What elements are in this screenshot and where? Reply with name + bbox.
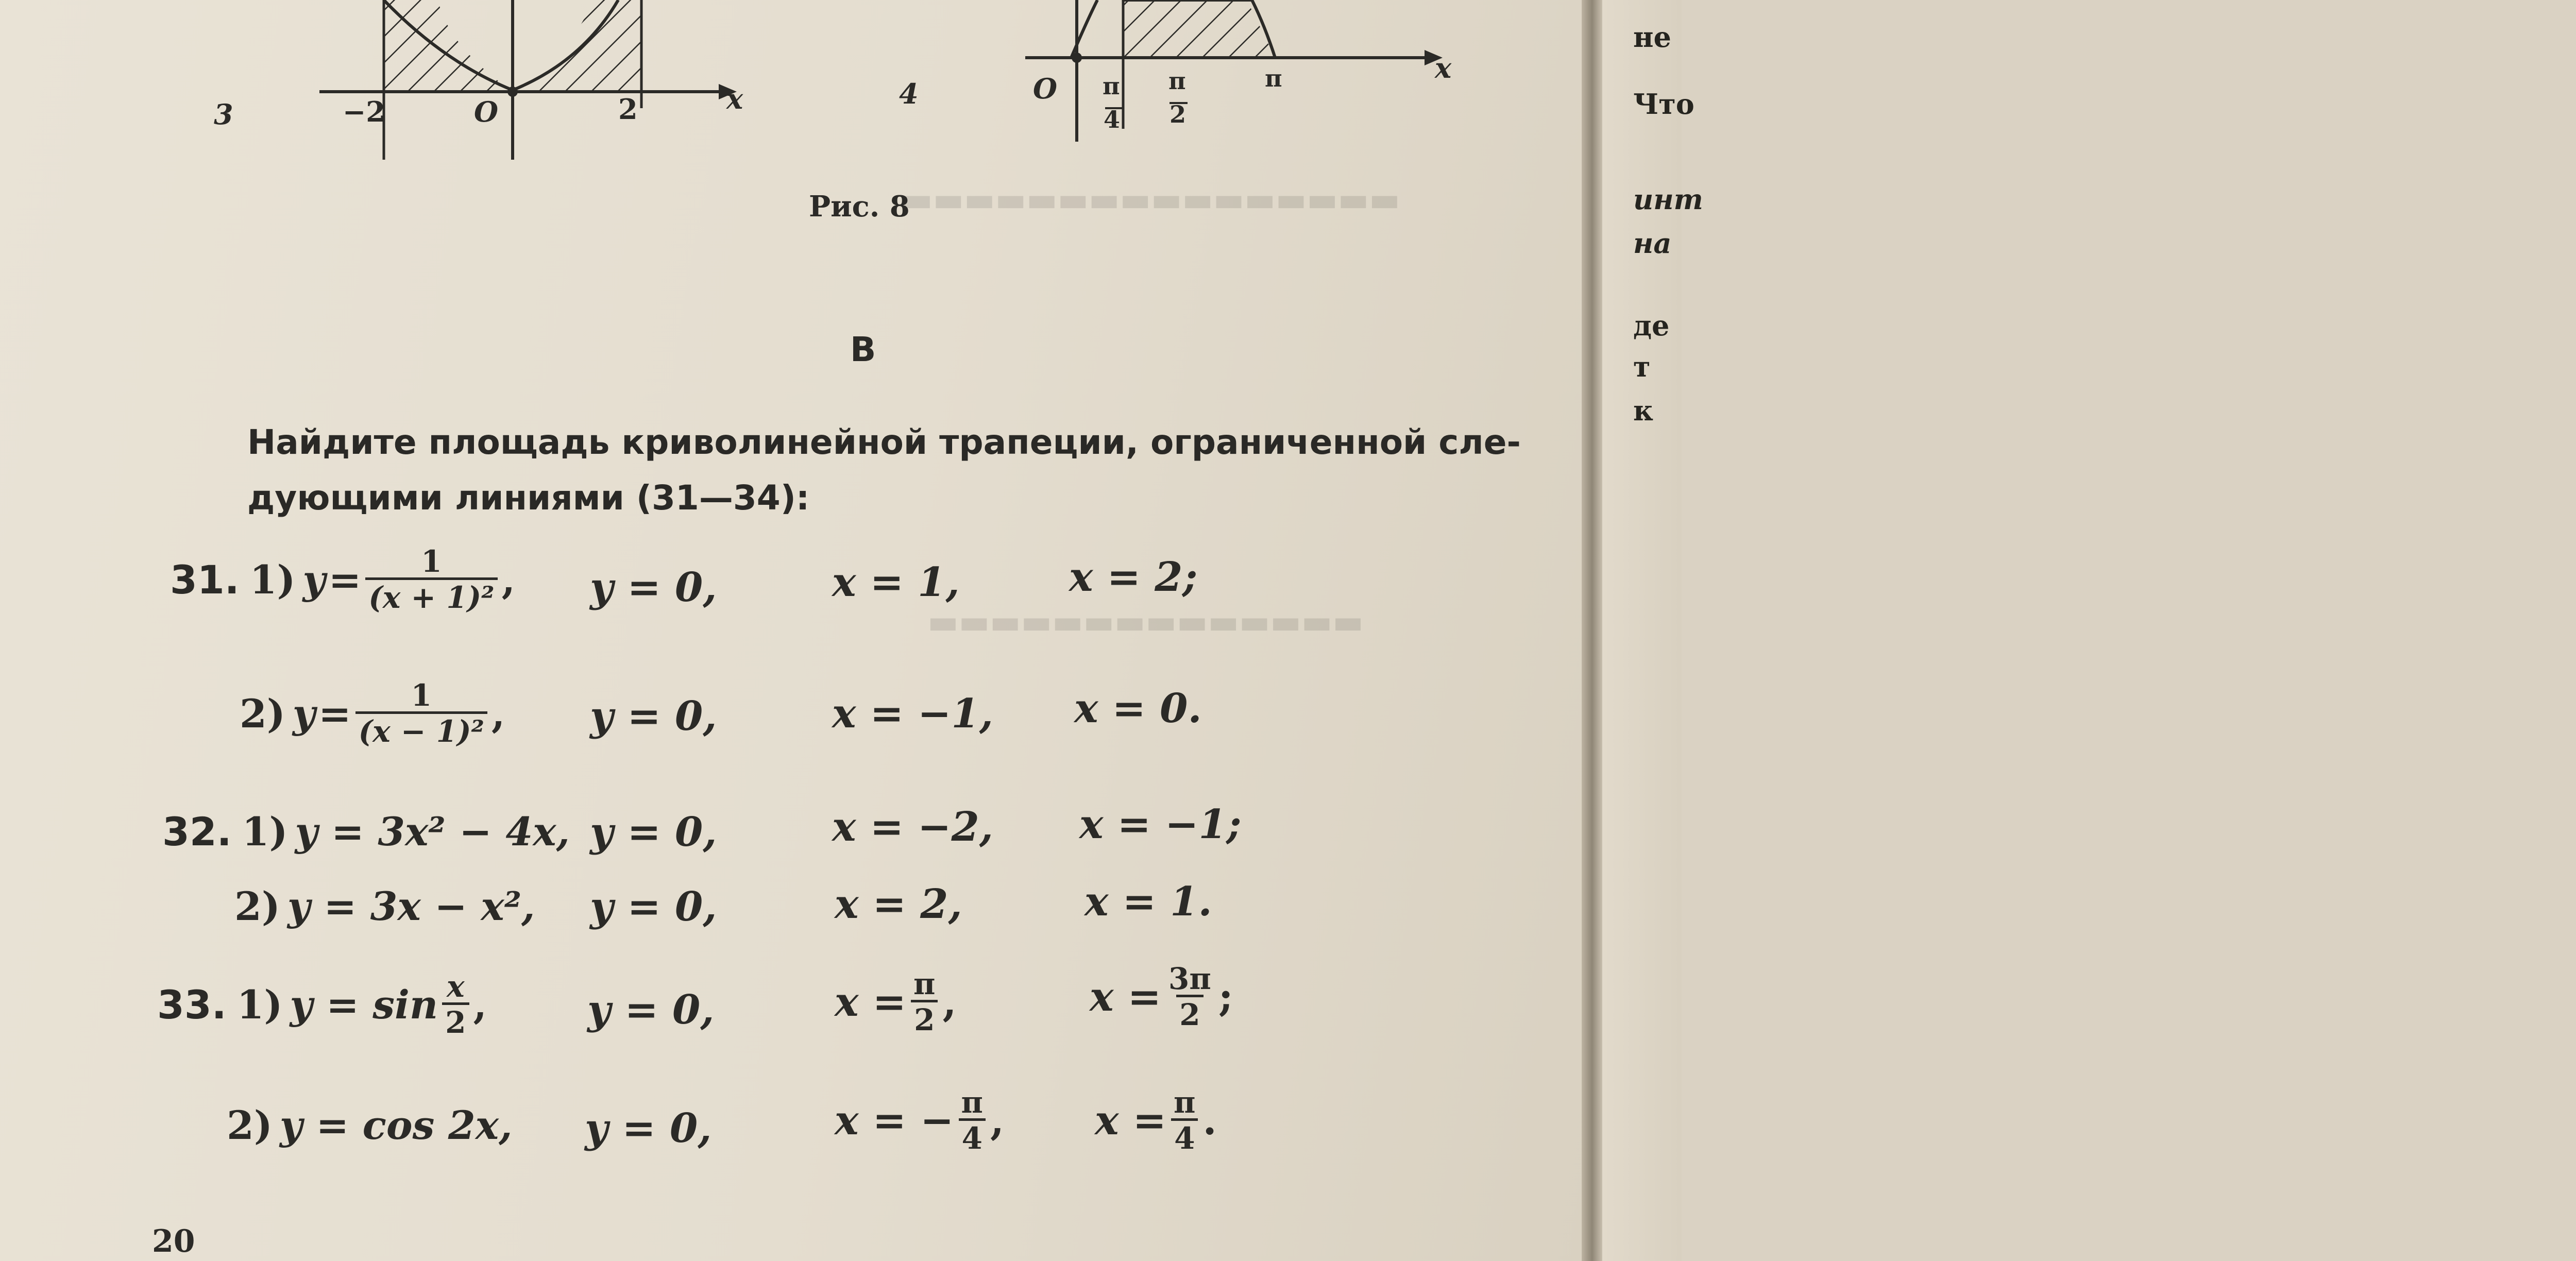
comma: , — [491, 690, 505, 737]
fraction — [442, 971, 469, 1038]
denominator: 2 — [442, 1002, 469, 1038]
function-formula: y = cos 2x, — [279, 1102, 513, 1148]
equals-sign: = — [318, 690, 351, 737]
numerator: 3π — [1168, 961, 1211, 996]
axis-tick-label: −2 — [343, 95, 385, 128]
denominator: 4 — [959, 1118, 986, 1154]
exercise-number: 31. — [170, 556, 240, 603]
bound-y: y = 0, — [590, 809, 717, 856]
axis-tick-label: π — [1103, 72, 1120, 100]
fraction — [910, 968, 938, 1036]
exercise-31-part-2 — [240, 680, 505, 747]
right-page-fragment: де — [1633, 309, 1670, 342]
part-label: 2) — [234, 883, 280, 929]
bound-y: y = 0, — [587, 986, 715, 1033]
right-page-fragment: т — [1633, 350, 1651, 383]
bound-x-left — [835, 1087, 1004, 1154]
part-label: 1) — [236, 981, 283, 1028]
right-page-fragment: к — [1633, 394, 1653, 427]
figure-caption: Рис. 8 — [809, 190, 910, 224]
bound-x-left: x = 1, — [832, 559, 960, 606]
figure-4-graph — [1025, 0, 1443, 142]
bound-x-left: x = 2, — [835, 881, 962, 928]
numerator: π — [1174, 1085, 1196, 1120]
exercise-number: 32. — [162, 809, 232, 855]
axis-x-label: x — [726, 82, 743, 115]
figure-3-graph — [319, 0, 737, 160]
page-number: 20 — [152, 1223, 195, 1259]
function-formula: y = 3x − x², — [287, 883, 535, 929]
comma: , — [473, 981, 487, 1028]
denominator: 4 — [1171, 1118, 1198, 1154]
exercise-33-part-2 — [227, 1102, 512, 1148]
exercise-32-part-1 — [162, 809, 570, 855]
denominator: 2 — [911, 1000, 938, 1036]
fraction — [1165, 963, 1214, 1031]
fraction — [958, 1087, 986, 1154]
comma: , — [501, 556, 516, 603]
bound-y: y = 0, — [590, 564, 717, 611]
denominator: 2 — [1176, 995, 1203, 1031]
exercise-31-part-1 — [170, 546, 515, 614]
figure-3-label: 3 — [214, 98, 233, 131]
part-label: 2) — [240, 690, 285, 737]
section-heading: B — [850, 330, 876, 369]
semicolon: ; — [1218, 973, 1233, 1020]
comma: , — [990, 1097, 1005, 1144]
right-page-fragment: Что — [1633, 88, 1694, 121]
bound-x-right: x = −1; — [1079, 801, 1242, 848]
numerator: x — [447, 969, 465, 1004]
figure-4-label: 4 — [899, 77, 919, 110]
denominator: (x − 1)² — [355, 711, 487, 747]
function-var: y — [302, 556, 326, 603]
period: . — [1202, 1097, 1217, 1144]
part-label: 1) — [242, 809, 288, 855]
bound-y: y = 0, — [590, 693, 717, 740]
numerator: 1 — [421, 544, 442, 579]
denominator: (x + 1)² — [365, 577, 497, 614]
fraction — [1171, 1087, 1198, 1154]
axis-tick-label: π — [1265, 64, 1282, 92]
bound-x-left — [835, 968, 957, 1036]
bound-prefix: x = − — [835, 1097, 954, 1144]
right-page-fragment: не — [1633, 21, 1671, 54]
bound-y: y = 0, — [585, 1105, 712, 1152]
axis-tick-label: π — [1168, 67, 1186, 95]
axis-tick-label: 2 — [1170, 100, 1187, 128]
function-var: y — [292, 690, 316, 737]
bleed-through-text: ▬▬▬▬▬▬▬▬▬▬▬▬▬▬▬▬ — [902, 180, 1400, 219]
bound-x-left: x = −2, — [832, 804, 993, 850]
exercise-33-part-1 — [157, 971, 487, 1038]
exercise-number: 33. — [157, 981, 227, 1028]
task-instruction: Найдите площадь криволинейной трапеции, ограниченной сле- дующими линиями (31—34): — [247, 422, 1521, 518]
bound-x-right: x = 1. — [1084, 878, 1212, 925]
bound-y: y = 0, — [590, 883, 717, 930]
bound-prefix: x = — [1090, 973, 1162, 1020]
bound-prefix: x = — [1095, 1097, 1167, 1144]
origin-label: O — [474, 95, 499, 128]
numerator: 1 — [411, 678, 432, 713]
bound-x-left: x = −1, — [832, 690, 993, 737]
bound-prefix: x = — [835, 978, 907, 1026]
axis-tick-label: 4 — [1104, 106, 1121, 133]
bound-x-right: x = 2; — [1069, 554, 1198, 601]
fraction — [355, 680, 487, 747]
part-label: 1) — [249, 556, 296, 603]
numerator: π — [961, 1085, 983, 1120]
bound-x-right: x = 0. — [1074, 685, 1202, 732]
bound-x-right — [1090, 963, 1233, 1031]
origin-label: O — [1033, 72, 1058, 105]
function-formula: y = sin — [290, 981, 438, 1028]
axis-x-label: x — [1435, 52, 1452, 84]
part-label: 2) — [227, 1102, 273, 1148]
comma: , — [942, 978, 957, 1026]
bleed-through-text: ▬▬▬▬▬▬▬▬▬▬▬▬▬▬ — [927, 603, 1364, 641]
axis-tick-label: 2 — [618, 93, 638, 126]
numerator: π — [913, 966, 936, 1001]
exercise-32-part-2 — [234, 883, 535, 929]
fraction — [365, 546, 497, 614]
bound-x-right — [1095, 1087, 1217, 1154]
right-page-fragment: на — [1633, 227, 1672, 260]
equals-sign: = — [328, 556, 362, 603]
right-page-fragment: инт — [1633, 183, 1703, 216]
figure-graphs — [0, 0, 1682, 206]
function-formula: y = 3x² − 4x, — [295, 809, 570, 855]
